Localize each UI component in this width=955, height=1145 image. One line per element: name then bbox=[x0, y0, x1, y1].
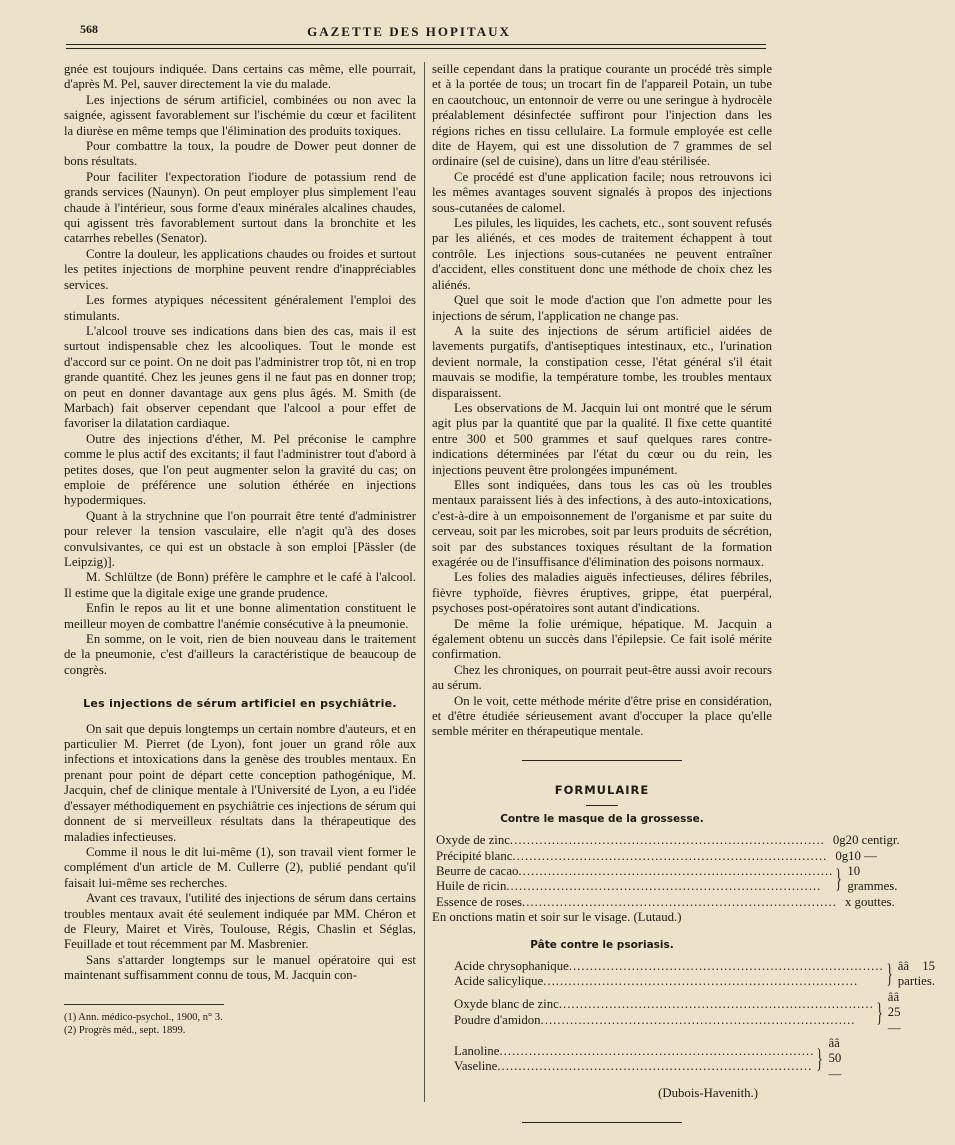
recipe-brace-group bbox=[454, 989, 901, 1036]
paragraph: Les observations de M. Jacquin lui ont montré que le sérum agit plus par la quantité que par la qualité. Il fixe cette quantité entre 300 et 500 grammes et sauf quelques rares contre-indications déterminées par l'état du cœur ou du rein, les injections peuvent être prolongées impunément. bbox=[432, 400, 772, 477]
leader-dots bbox=[543, 974, 884, 989]
recipe-credit: (Dubois-Havenith.) bbox=[658, 1086, 758, 1101]
recipe-line bbox=[436, 894, 895, 910]
leader-dots bbox=[518, 864, 833, 879]
formulaire-heading: FORMULAIRE bbox=[554, 783, 650, 798]
ingredient-name: Beurre de cacao bbox=[436, 863, 519, 878]
paragraph: Elles sont indiquées, dans tous les cas où les troubles mentaux paraissent liés à des infections, à des auto-intoxications, c'est-à-dire à un empoisonnement de l'organisme et par suite du cerveau, soit par les microbes, soit par leurs produits de sécrétion, soit par des substances toxiques résultant de la formation exagérée ou de l'insuffisance d'élimination des poisons normaux. bbox=[432, 477, 772, 569]
page-header bbox=[52, 20, 766, 44]
paragraph: Avant ces travaux, l'utilité des injections de sérum dans certains troubles mentaux avait été seulement indiquée par MM. Chéron et de Fleury, Mairet et Virès, Toulouse, Régis, Chaslin et Séglas, Feuillade et tout récemment par M. Masbrenier. bbox=[64, 891, 416, 952]
ingredient-name: Essence de roses bbox=[436, 894, 522, 909]
paragraph: Comme il nous le dit lui-même (1), son travail vient former le complément d'un article de M. Cullerre (2), publié pendant qu'il faisait lui-même ses recherches. bbox=[64, 844, 416, 890]
leader-dots bbox=[497, 1059, 814, 1074]
leader-dots bbox=[522, 895, 837, 910]
recipe-line bbox=[436, 848, 877, 864]
paragraph: gnée est toujours indiquée. Dans certains cas même, elle pourrait, d'après M. Pel, sauver directement la vie du malade. bbox=[64, 62, 416, 92]
journal-title: GAZETTE DES HOPITAUX bbox=[307, 24, 511, 39]
paragraph: En somme, on le voit, rien de bien nouveau dans le traitement de la pneumonie, c'est d'ailleurs la caractéristique de beaucoup de congrès. bbox=[64, 632, 416, 677]
brace-glyph: } bbox=[876, 997, 883, 1027]
left-column bbox=[64, 62, 416, 1037]
ingredient-qty: 10 grammes. bbox=[847, 863, 898, 894]
leader-dots bbox=[506, 879, 833, 894]
footnote: (2) Progrès méd., sept. 1899. bbox=[64, 1024, 186, 1036]
ingredient-qty: 0g20 centigr. bbox=[832, 833, 900, 848]
recipe-block bbox=[454, 958, 936, 1082]
paragraph: De même la folie urémique, hépatique. M. Jacquin a également obtenu un succès dans l'épilepsie. Ce fait isolé mérite confirmation. bbox=[432, 616, 772, 662]
section-heading: Les injections de sérum artificiel en psychiâtrie. bbox=[83, 697, 397, 711]
leader-dots bbox=[541, 1013, 874, 1028]
ingredient-name: Lanoline bbox=[454, 1043, 500, 1058]
paragraph: Les folies des maladies aiguës infectieuses, délires fébriles, fièvre typhoïde, fièvres éruptives, grippe, état puerpéral, psychoses post-opératoires sont autant d'indications. bbox=[432, 570, 772, 616]
leader-dots bbox=[499, 1044, 814, 1059]
paragraph: A la suite des injections de sérum artificiel aidées de lavements purgatifs, d'antiseptiques intestinaux, etc., l'urination devient normale, la constipation cesse, l'état général s'il était mauvais se modifie, la température tombe, les troubles mentaux disparaissent. bbox=[432, 323, 772, 400]
paragraph: Pour faciliter l'expectoration l'iodure de potassium rend de grands services (Naunyn). On peut employer plus simplement l'eau chaude à l'intérieur, sous forme d'eaux minérales alcalines chaudes, qui agissent très favorablement surtout dans la bronchite et les catarrhes rebelles (Senator). bbox=[64, 169, 416, 246]
paragraph: Outre des injections d'éther, M. Pel préconise le camphre comme le plus actif des excitants; il faut l'administrer tout d'abord à petites doses, que l'on peut augmenter selon la gravité du cas; on emploie de préférence une solution éthérée en injections hypodermiques. bbox=[64, 431, 416, 508]
paragraph: Quel que soit le mode d'action que l'on admette pour les injections de sérum, l'application ne change pas. bbox=[432, 293, 772, 323]
paragraph: seille cependant dans la pratique courante un procédé très simple et à la portée de tous; un trocart fin de l'appareil Potain, un tube en caoutchouc, un entonnoir de verre ou une seringue à hydrocèle préalablement désinfectée suffiront pour l'injection dans les régions riches en tissu cellulaire. La formule employée est celle dite de Hayem, qui est une dissolution de 7 grammes de sel ordinaire (sel de cuisine), dans un litre d'eau stérilisée. bbox=[432, 62, 772, 169]
ingredient-name: Oxyde de zinc bbox=[436, 833, 510, 848]
ingredient-name: Poudre d'amidon bbox=[454, 1012, 541, 1027]
recipe-brace-group bbox=[436, 863, 898, 895]
ingredient-name: Acide salicylique bbox=[454, 974, 544, 989]
paragraph: On le voit, cette méthode mérite d'être prise en considération, et d'être étudiée sérieusement avant d'occuper la place qu'elle semble mériter en thérapeutique mentale. bbox=[432, 693, 772, 739]
header-rule bbox=[66, 44, 766, 45]
recipe-block bbox=[436, 833, 900, 910]
header-rule-thin bbox=[66, 48, 766, 49]
paragraph: Ce procédé est d'une application facile; nous retrouvons ici les mêmes avantages souvent signalés à propos des injections sous-cutanées de calomel. bbox=[432, 169, 772, 215]
footnote: (1) Ann. médico-psychol., 1900, n° 3. bbox=[64, 1011, 223, 1023]
brace-glyph: } bbox=[886, 959, 893, 989]
short-rule bbox=[586, 805, 618, 806]
recipe-title: Contre le masque de la grossesse. bbox=[500, 812, 704, 825]
recipe-brace-group bbox=[454, 1035, 842, 1082]
ingredient-qty: x gouttes. bbox=[844, 894, 895, 909]
ingredient-name: Oxyde blanc de zinc bbox=[454, 997, 559, 1012]
paragraph: On sait que depuis longtemps un certain nombre d'auteurs, et en particulier M. Pierret (de Lyon), font jouer un grand rôle aux infections et intoxications dans la genèse des troubles mentaux. En prenant pour point de départ cette conception pathogénique, M. Jacquin, chef de clinique mentale à l'Université de Lyon, a eu l'idée d'essayer méthodiquement en psychiâtrie ces injections de sérum qui donnent de si merveilleux résultats dans la thérapeutique des maladies infectieuses. bbox=[64, 721, 416, 844]
ornament-divider bbox=[432, 754, 772, 769]
paragraph: Pour combattre la toux, la poudre de Dower peut donner de bons résultats. bbox=[64, 139, 416, 169]
recipe-brace-group bbox=[454, 958, 936, 990]
recipe-line bbox=[454, 1013, 874, 1028]
paragraph: Les pilules, les liquides, les cachets, etc., sont souvent refusés par les aliénés, et ces modes de traitement échappent à tout contrôle. Les injections sous-cutanées ne peuvent entraîner d'accident, elles constituent donc une méthode de choix chez les aliénés. bbox=[432, 216, 772, 292]
recipe-line bbox=[436, 864, 833, 879]
paragraph: L'alcool trouve ses indications dans bien des cas, mais il est surtout indispensable chez les alcooliques. Tout le monde est d'accord sur ce point. On ne doit pas l'administrer trop tôt, ni en trop grande quantité. Chez les jeunes gens il ne faut pas en donner trop; on peut en donner davantage aux gens plus âgés. M. Smith (de Marbach) fait observer cependant que l'alcool a pour effet de favoriser la dilatation cardiaque. bbox=[64, 323, 416, 431]
paragraph: Les injections de sérum artificiel, combinées ou non avec la saignée, agissent favorablement sur l'ischémie du cœur et facilitent la diurèse en même temps que l'élimination des produits toxiques. bbox=[64, 92, 416, 138]
brace-glyph: } bbox=[816, 1044, 824, 1074]
column-divider bbox=[424, 62, 425, 1102]
ingredient-qty: ââ 25 — bbox=[887, 989, 901, 1035]
recipe-line bbox=[454, 1059, 814, 1074]
ingredient-qty: 0g10 — bbox=[835, 848, 877, 863]
leader-dots bbox=[559, 997, 874, 1012]
paragraph: Enfin le repos au lit et une bonne alimentation constituent le meilleur moyen de combattre l'anémie consécutive à la pneumonie. bbox=[64, 601, 416, 631]
leader-dots bbox=[510, 833, 825, 848]
recipe-line bbox=[454, 974, 884, 989]
recipe-usage: En onctions matin et soir sur le visage. (Lutaud.) bbox=[432, 910, 682, 925]
ornament-divider bbox=[432, 1116, 772, 1131]
ingredient-qty: ââ 15 parties. bbox=[897, 958, 936, 989]
ingredient-name: Huile de ricin bbox=[436, 879, 507, 894]
ingredient-name: Vaseline bbox=[454, 1059, 498, 1074]
paragraph: Quant à la strychnine que l'on pourrait être tenté d'administrer pour relever la tension vasculaire, elle n'agit qu'à des doses convulsivantes, ce qui est un obstacle à son emploi [Pässler (de Leipzig)]. bbox=[64, 508, 416, 569]
paragraph: Les formes atypiques nécessitent généralement l'emploi des stimulants. bbox=[64, 293, 416, 323]
recipe-line bbox=[436, 833, 900, 848]
recipe-line bbox=[454, 997, 874, 1012]
brace-glyph: } bbox=[835, 864, 843, 894]
ingredient-name: Précipité blanc bbox=[436, 848, 513, 863]
page-number: 568 bbox=[80, 22, 98, 36]
recipe-title: Pâte contre le psoriasis. bbox=[530, 938, 674, 951]
ingredient-qty: ââ 50 — bbox=[828, 1035, 842, 1081]
leader-dots bbox=[569, 959, 884, 974]
leader-dots bbox=[512, 849, 827, 864]
recipe-line bbox=[436, 879, 833, 894]
recipe-line bbox=[454, 1044, 814, 1059]
paragraph: Contre la douleur, les applications chaudes ou froides et surtout les petites injections de morphine peuvent rendre d'inappréciables services. bbox=[64, 246, 416, 292]
paragraph: M. Schlültze (de Bonn) préfère le camphre et le café à l'alcool. Il estime que la digitale exige une grande prudence. bbox=[64, 570, 416, 600]
recipe-line bbox=[454, 959, 884, 974]
paragraph: Sans s'attarder longtemps sur le manuel opératoire qui est maintenant suffisamment connu de tous, M. Jacquin con- bbox=[64, 952, 416, 983]
paragraph: Chez les chroniques, on pourrait peut-être aussi avoir recours au sérum. bbox=[432, 662, 772, 693]
ingredient-name: Acide chrysophanique bbox=[454, 958, 569, 973]
right-column bbox=[432, 62, 936, 1145]
footnote-rule bbox=[64, 1004, 224, 1005]
